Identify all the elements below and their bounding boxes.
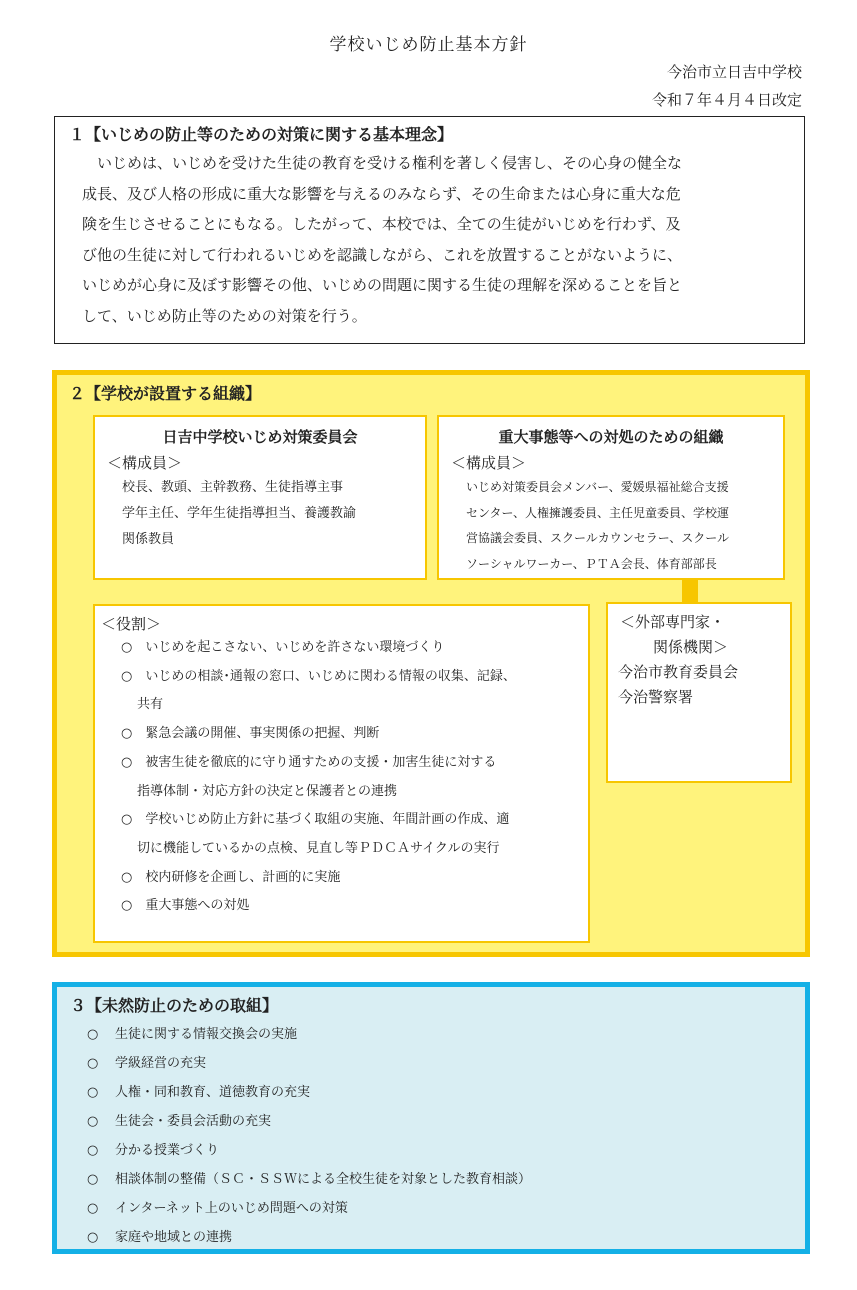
- prevention-item: [87, 1223, 531, 1252]
- circle-bullet-icon: ○: [87, 1056, 99, 1071]
- role-item: ○ 緊急会議の開催、事実関係の把握、判断: [121, 726, 380, 742]
- section3-heading: ３【未然防止のための取組】: [70, 996, 279, 1015]
- committee-title: 日吉中学校いじめ対策委員会: [162, 428, 358, 446]
- committee-members: [122, 475, 425, 553]
- role-item: ○ 学校いじめ防止方針に基づく取組の実施、年間計画の作成、適: [121, 812, 510, 828]
- circle-bullet-icon: ○: [87, 1114, 99, 1129]
- circle-bullet-icon: ○: [87, 1172, 99, 1187]
- section1-heading: １【いじめの防止等のための対策に関する基本理念】: [69, 125, 454, 144]
- committee-member-line: 校長、教頭、主幹教務、生徒指導主事: [122, 480, 344, 495]
- section2-heading: ２【学校が設置する組織】: [69, 384, 262, 403]
- section1-line: いじめは、いじめを受けた生徒の教育を受ける権利を著しく侵害し、その心身の健全な: [97, 154, 683, 172]
- serious-members-label: ＜構成員＞: [451, 454, 527, 472]
- role-item: ○ いじめを起こさない、いじめを許さない環境づくり: [121, 640, 445, 655]
- section1-line: 険を生じさせることにもなる。したがって、本校では、全ての生徒がいじめを行わず、及: [82, 215, 681, 233]
- section1-line: び他の生徒に対して行われるいじめを認識しながら、これを放置することがないように、: [82, 245, 683, 264]
- prevention-item-text: 学級経営の充実: [115, 1056, 207, 1071]
- external-experts-box: [606, 602, 792, 783]
- role-item-continued: 指導体制・対応方針の決定と保護者との連携: [137, 783, 398, 799]
- revision-date: 令和７年４月４日改定: [651, 91, 802, 109]
- role-item: ○ いじめの相談･通報の窓口、いじめに関わる情報の収集、記録、: [121, 668, 516, 684]
- section1-line: 成長、及び人格の形成に重大な影響を与えるのみならず、その生命または心身に重大な危: [82, 184, 681, 203]
- external-label-line2: 関係機関＞: [653, 638, 729, 656]
- prevention-item: [87, 1049, 531, 1078]
- committee-member-line: 学年主任、学年生徒指導担当、養護教諭: [122, 506, 357, 521]
- prevention-list: [87, 1020, 531, 1252]
- roles-list: [95, 634, 588, 921]
- circle-bullet-icon: ○: [87, 1201, 99, 1216]
- prevention-item-text: 人権・同和教育、道徳教育の充実: [115, 1085, 311, 1100]
- external-label-line1: ＜外部専門家・: [620, 613, 726, 631]
- role-item: ○ 重大事態への対処: [121, 898, 250, 914]
- role-item-continued: 共有: [137, 697, 164, 713]
- prevention-item: [87, 1020, 531, 1049]
- role-item: ○ 被害生徒を徹底的に守り通すための支援・加害生徒に対する: [121, 754, 497, 770]
- external-item: 今治警察署: [618, 688, 694, 706]
- section-organization: [52, 370, 810, 957]
- serious-members: [466, 475, 783, 577]
- serious-member-line: センター、人権擁護委員、主任児童委員、学校運: [466, 505, 730, 520]
- serious-incident-title: 重大事態等への対処のための組織: [498, 428, 724, 446]
- role-item-continued: 切に機能しているかの点検、見直し等ＰＤＣＡサイクルの実行: [137, 840, 500, 856]
- prevention-item-text: 生徒に関する情報交換会の実施: [115, 1027, 298, 1042]
- prevention-item-text: 生徒会・委員会活動の充実: [115, 1114, 272, 1129]
- prevention-item: [87, 1194, 531, 1223]
- role-item: ○ 校内研修を企画し、計画的に実施: [121, 869, 341, 885]
- section1-body: [82, 148, 802, 331]
- roles-box: [93, 604, 590, 943]
- circle-bullet-icon: ○: [87, 1230, 99, 1245]
- prevention-item-text: 分かる授業づくり: [115, 1143, 220, 1158]
- serious-member-line: いじめ対策委員会メンバー、愛媛県福祉総合支援: [466, 480, 729, 494]
- prevention-item-text: 相談体制の整備（ＳＣ・ＳＳＷによる全校生徒を対象とした教育相談）: [115, 1172, 532, 1187]
- prevention-item-text: 家庭や地域との連携: [115, 1230, 233, 1245]
- prevention-item: [87, 1165, 531, 1194]
- serious-incident-box: [437, 415, 785, 580]
- section-prevention: [52, 982, 810, 1254]
- prevention-item: [87, 1107, 531, 1136]
- prevention-item: [87, 1136, 531, 1165]
- section1-line: いじめが心身に及ぼす影響その他、いじめの問題に関する生徒の理解を深めることを旨と: [82, 276, 683, 294]
- circle-bullet-icon: ○: [87, 1027, 99, 1042]
- document-title: 学校いじめ防止基本方針: [329, 35, 528, 55]
- school-name: 今治市立日吉中学校: [666, 63, 802, 81]
- section1-line: して、いじめ防止等のための対策を行う。: [82, 306, 367, 325]
- committee-members-label: ＜構成員＞: [107, 454, 183, 472]
- serious-member-line: 営協議会委員、スクールカウンセラー、スクール: [466, 531, 730, 545]
- serious-member-line: ソーシャルワーカー、ＰＴＡ会長、体育部部長: [466, 556, 717, 571]
- circle-bullet-icon: ○: [87, 1085, 99, 1100]
- circle-bullet-icon: ○: [87, 1143, 99, 1158]
- prevention-item: [87, 1078, 531, 1107]
- committee-member-line: 関係教員: [122, 532, 175, 547]
- prevention-item-text: インターネット上のいじめ問題への対策: [115, 1201, 348, 1216]
- section-basic-philosophy: [54, 116, 805, 344]
- external-item: 今治市教育委員会: [618, 663, 739, 681]
- roles-label: ＜役割＞: [101, 615, 162, 633]
- committee-box: [93, 415, 427, 580]
